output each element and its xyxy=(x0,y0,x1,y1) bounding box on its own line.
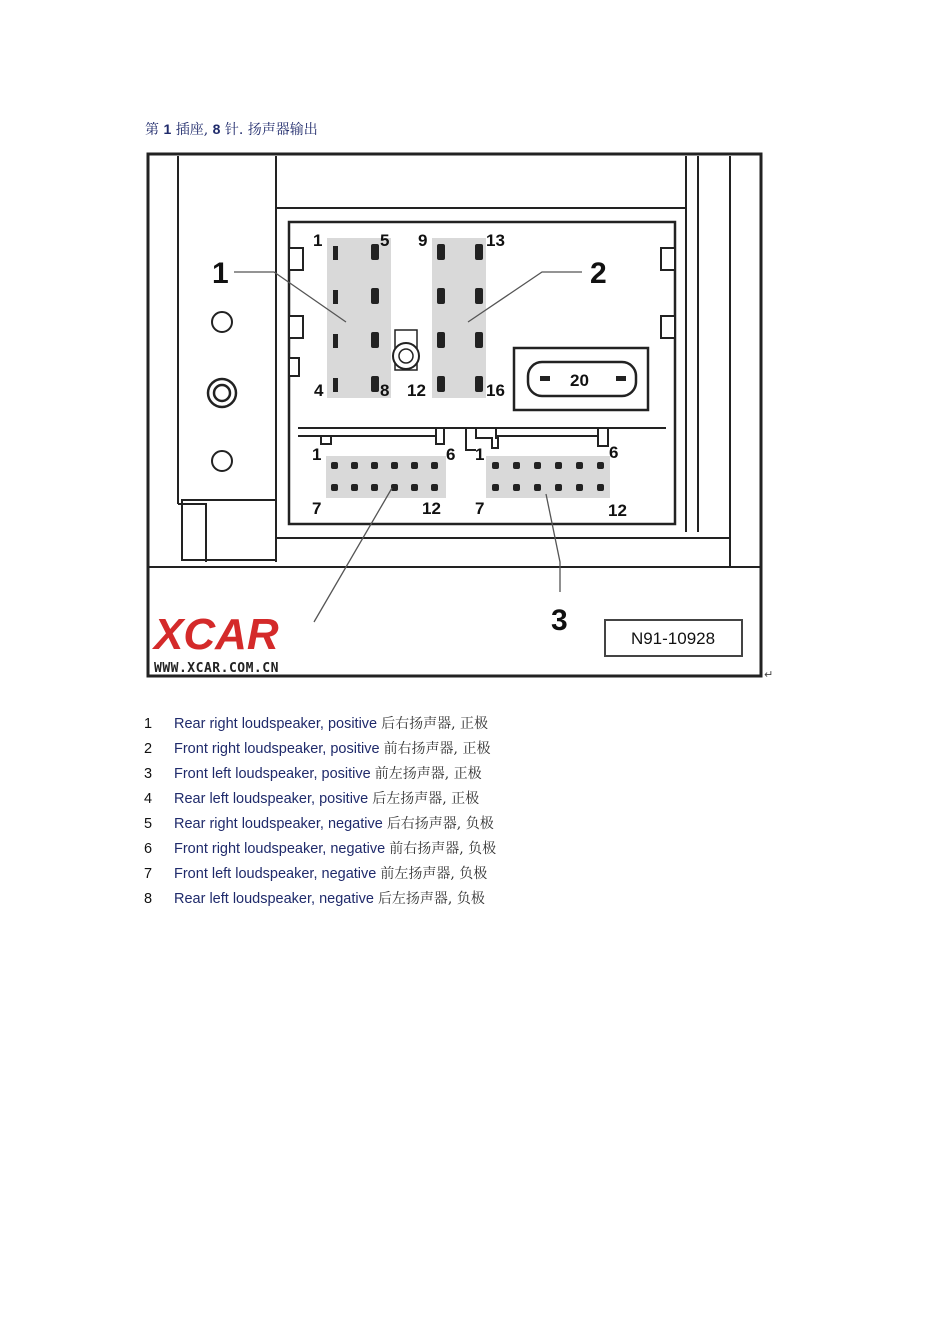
center-screw xyxy=(393,343,419,369)
pin-label-8: 8 xyxy=(380,381,390,400)
heading-pin-count: 8 xyxy=(212,121,221,137)
fuse-label-20: 20 xyxy=(570,371,589,390)
heading-suffix: 针. 扬声器输出 xyxy=(220,122,318,138)
page-heading xyxy=(145,119,318,139)
bottom-left-label-1: 1 xyxy=(312,445,322,464)
heading-socket-number: 1 xyxy=(163,121,172,137)
legend-item: 6 Front right loudspeaker, negative 前右扬声器, 负极 xyxy=(144,841,497,857)
connector-diagram xyxy=(146,152,778,684)
legend-item: 7 Front left loudspeaker, negative 前左扬声器, 负极 xyxy=(144,866,488,882)
return-mark-icon: ↵ xyxy=(764,669,774,681)
callout-2: 2 xyxy=(590,257,607,290)
pin-label-16: 16 xyxy=(486,381,505,400)
pin-label-12: 12 xyxy=(407,381,426,400)
pin-block-2 xyxy=(432,238,486,398)
pin-block-1 xyxy=(327,238,391,398)
callout-1: 1 xyxy=(212,257,229,290)
pin-label-4: 4 xyxy=(314,381,324,400)
bottom-right-label-6: 6 xyxy=(609,443,619,462)
pin-label-9: 9 xyxy=(418,231,428,250)
legend-item: 1 Rear right loudspeaker, positive 后右扬声器, 正极 xyxy=(144,716,489,732)
bottom-left-label-12: 12 xyxy=(422,499,441,518)
heading-mid: 插座, xyxy=(171,122,209,138)
legend-item: 2 Front right loudspeaker, positive 前右扬声器, 正极 xyxy=(144,741,491,757)
pin-label-5: 5 xyxy=(380,231,390,250)
legend-item: 3 Front left loudspeaker, positive 前左扬声器, 正极 xyxy=(144,766,482,782)
heading-prefix: 第 xyxy=(145,122,159,138)
bottom-right-label-1: 1 xyxy=(475,445,485,464)
ref-code: N91-10928 xyxy=(630,629,716,648)
pin-label-13: 13 xyxy=(486,231,505,250)
bottom-block-right xyxy=(486,456,610,498)
watermark-url: WWW.XCAR.COM.CN xyxy=(154,661,279,676)
legend-item: 5 Rear right loudspeaker, negative 后右扬声器, 负极 xyxy=(144,816,494,832)
bottom-block-left xyxy=(326,456,446,498)
legend-item: 4 Rear left loudspeaker, positive 后左扬声器, 正极 xyxy=(144,791,480,807)
legend-item: 8 Rear left loudspeaker, negative 后左扬声器, 负极 xyxy=(144,891,485,907)
bottom-right-label-7: 7 xyxy=(475,499,485,518)
bottom-right-label-12: 12 xyxy=(608,501,627,520)
pin-legend xyxy=(144,714,496,914)
bottom-left-label-7: 7 xyxy=(312,499,322,518)
pin-label-1: 1 xyxy=(313,231,323,250)
callout-3: 3 xyxy=(551,604,568,637)
bottom-left-label-6: 6 xyxy=(446,445,456,464)
watermark-logo: XCAR xyxy=(154,610,279,659)
